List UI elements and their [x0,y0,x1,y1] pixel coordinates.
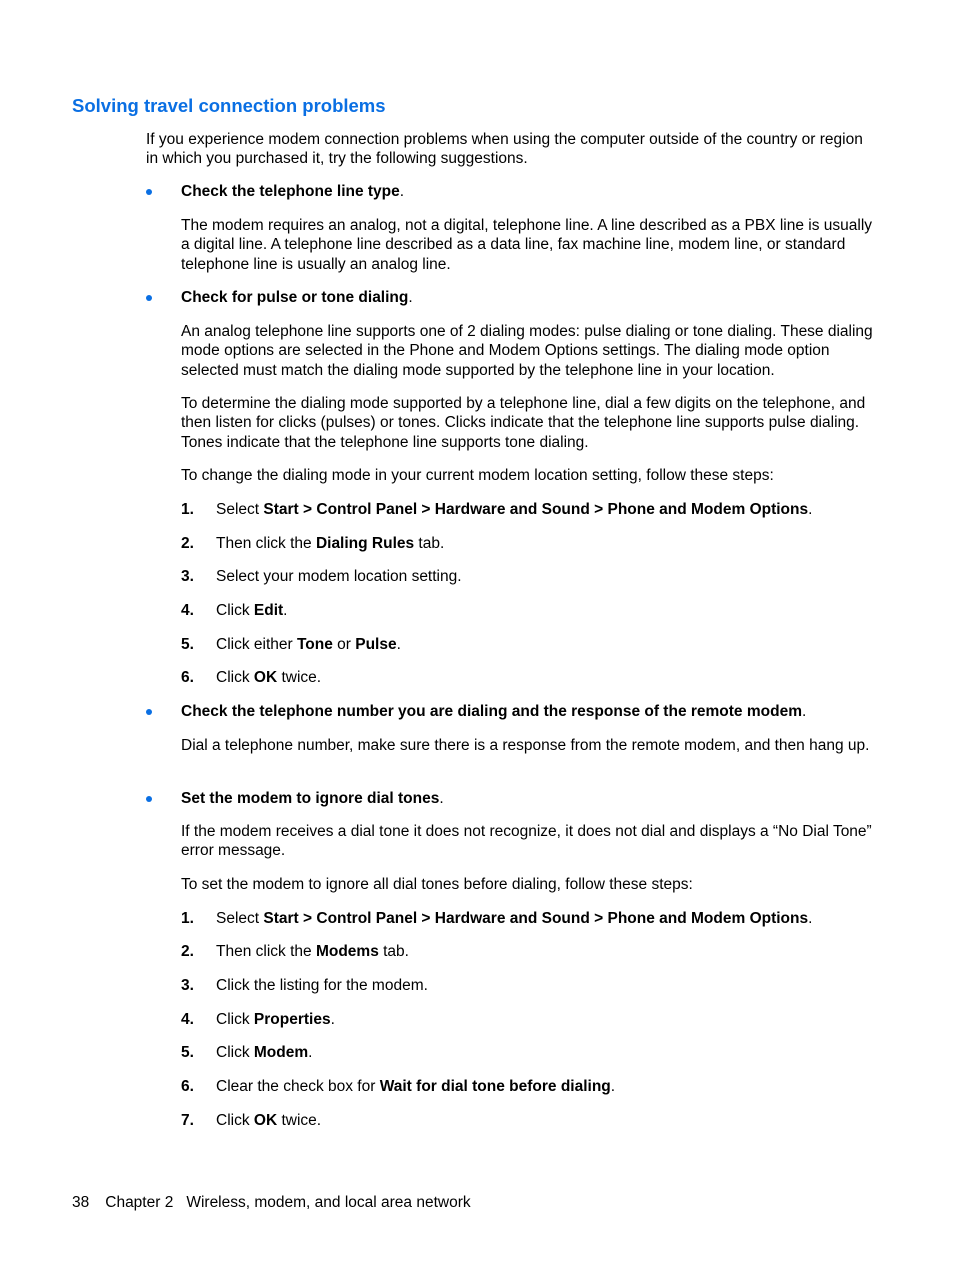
step-text-plain: tab. [414,535,445,552]
bullet-title-text: Check for pulse or tone dialing [181,289,409,306]
step-text-plain: Click [216,669,254,686]
step-text-plain: Select [216,910,264,927]
bullet-paragraph: The modem requires an analog, not a digital, telephone line. A line described as a PBX line is usually a digital line. A telephone line described as a data line, fax machine line, modem line, or standard telephone line is usually an analog line. [181,217,873,273]
step-text-plain: twice. [277,669,322,686]
step-text [216,635,401,654]
bullet-title-number-response: Check the telephone number you are dialing and the response of the remote modem. [181,703,807,720]
bullet-paragraph: Dial a telephone number, make sure there is a response from the remote modem, and then hang up. [181,737,870,754]
step-number: 2. [181,943,194,960]
step-text-plain: Then click the [216,535,316,552]
step-text-bold: OK [253,1112,278,1129]
step-text: Click the listing for the modem. [216,977,428,994]
step-number: 4. [181,1011,194,1028]
step-text-plain: or [332,636,356,653]
bullet-dot-icon [146,295,152,301]
step-text-plain: Clear the check box for [216,1078,380,1095]
bullet-title-text: Set the modem to ignore dial tones [181,790,440,807]
step-number: 3. [181,977,194,994]
step-text [216,668,321,687]
step-text-bold: OK [253,669,278,686]
step-text: Select your modem location setting. [216,568,462,585]
bullet-title-pulse-tone: Check for pulse or tone dialing. [181,289,413,306]
step-text [216,500,896,519]
step-number: 3. [181,568,194,585]
page-footer [72,1193,487,1212]
step-text-plain: Click [216,1011,254,1028]
bullet-dot-icon [146,796,152,802]
step-number: 6. [181,669,194,686]
step-number: 4. [181,602,194,619]
step-text-plain: . [396,636,401,653]
step-text-plain: . [610,1078,616,1095]
bullet-title-ignore-dial-tones: Set the modem to ignore dial tones. [181,790,444,807]
step-text-bold: Start > Control Panel > Hardware and Sound > Phone and Modem Options [263,910,809,927]
step-text [216,601,287,620]
step-text [216,1010,335,1029]
step-number: 1. [181,501,194,518]
step-text-plain: Select [216,501,264,518]
step-number: 5. [181,636,194,653]
step-text-plain: Click either [216,636,297,653]
step-text-bold: Properties [253,1011,331,1028]
step-text-bold: Modems [315,943,379,960]
step-text-plain: . [808,501,813,518]
bullet-paragraph: An analog telephone line supports one of 2 dialing modes: pulse dialing or tone dialing. These dialing mode options are selected in the Phone and Modem Options settings. The dialing mode option selected must match the dialing mode supported by the telephone line in your location. [181,323,873,379]
step-text-bold: Modem [253,1044,309,1061]
step-text [216,942,409,961]
step-text-bold: Start > Control Panel > Hardware and Sound > Phone and Modem Options [263,501,809,518]
step-text-bold: Pulse [355,636,397,653]
bullet-paragraph: To set the modem to ignore all dial tones before dialing, follow these steps: [181,876,693,893]
step-text-plain: Click [216,602,254,619]
page-number: 38 [72,1194,90,1211]
step-text-plain: tab. [378,943,409,960]
step-text-bold: Tone [296,636,333,653]
step-number: 2. [181,535,194,552]
bullet-dot-icon [146,189,152,195]
step-text-plain: . [808,910,813,927]
step-text-bold: Edit [253,602,284,619]
bullet-paragraph: To change the dialing mode in your current modem location setting, follow these steps: [181,467,774,484]
step-number: 5. [181,1044,194,1061]
step-text-plain: twice. [277,1112,322,1129]
bullet-title-line-type: Check the telephone line type. [181,183,405,200]
step-text [216,1077,615,1096]
section-heading: Solving travel connection problems [72,95,386,116]
step-text-plain: . [308,1044,313,1061]
step-text-plain: Then click the [216,943,316,960]
bullet-paragraph: If the modem receives a dial tone it does not recognize, it does not dial and displays a “No Dial Tone” error message. [181,823,872,860]
bullet-paragraph: To determine the dialing mode supported by a telephone line, dial a few digits on the telephone, and then listen for clicks (pulses) or tones. Clicks indicate that the telephone line supports pulse dialing. Tones indicate that the telephone line supports tone dialing. [181,395,866,451]
bullet-dot-icon [146,709,152,715]
step-text [216,534,444,553]
step-text-plain: Click [216,1112,254,1129]
step-text-plain: . [283,602,288,619]
chapter-label: Chapter 2 [105,1194,174,1211]
chapter-title: Wireless, modem, and local area network [186,1194,471,1211]
step-number: 1. [181,910,194,927]
step-text [216,909,896,928]
step-text [216,1043,312,1062]
step-text-plain: . [330,1011,335,1028]
bullet-title-text: Check the telephone number you are dialing and the response of the remote modem [181,703,802,720]
step-text-bold: Dialing Rules [315,535,415,552]
step-text-plain: Click [216,1044,254,1061]
step-number: 7. [181,1112,194,1129]
bullet-title-text: Check the telephone line type [181,183,400,200]
step-text [216,1111,321,1130]
intro-paragraph: If you experience modem connection problems when using the computer outside of the country or region in which you purchased it, try the following suggestions. [146,131,863,168]
step-number: 6. [181,1078,194,1095]
step-text-bold: Wait for dial tone before dialing [379,1078,611,1095]
